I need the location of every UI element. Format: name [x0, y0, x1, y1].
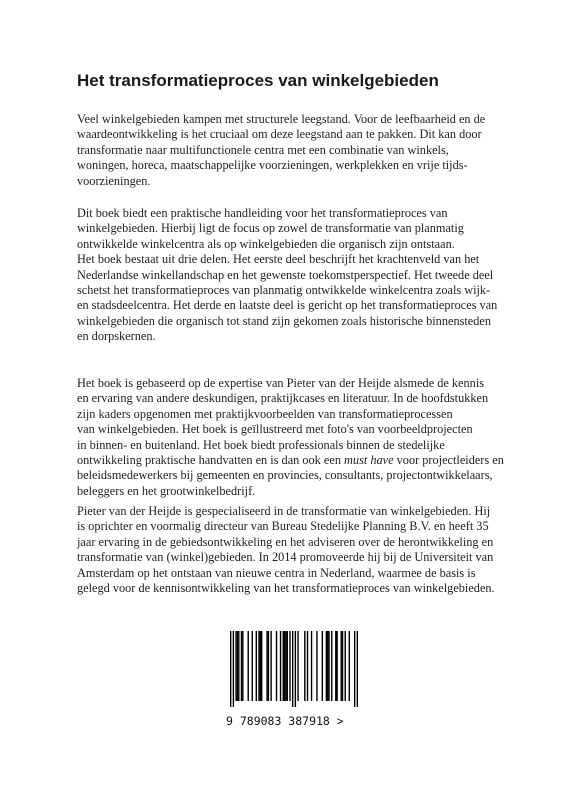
- isbn-number: 9 789083 387918 >: [226, 714, 344, 728]
- barcode-bar: [307, 631, 308, 701]
- barcode-bar: [331, 631, 332, 701]
- barcode-bar: [304, 631, 305, 701]
- barcode-bar: [283, 631, 284, 701]
- barcode-bar: [248, 631, 249, 701]
- barcode-bar: [297, 631, 298, 701]
- barcode-bar: [354, 631, 355, 707]
- barcode-bar: [270, 631, 271, 701]
- barcode-bar: [258, 631, 259, 701]
- barcode-bar: [256, 631, 257, 701]
- text-line: en stadsdeelcentra. Het derde en laatste deel is gericht op het transformatieproces van: [77, 298, 498, 313]
- text-line: van winkelgebieden. Het boek is geïllustreerd met foto's van voorbeeldprojecten: [77, 422, 473, 437]
- text-line: is oprichter en voormalig directeur van Bureau Stedelijke Planning B.V. en heeft 35: [77, 519, 489, 534]
- text-line: transformatie naar multifunctionele centra met een combinatie van winkels,: [77, 142, 449, 157]
- barcode-bar: [345, 631, 346, 701]
- barcode-bar: [311, 631, 312, 701]
- barcode-bar: [276, 631, 277, 701]
- barcode-bar: [285, 631, 286, 701]
- text-line: Veel winkelgebieden kampen met structurele leegstand. Voor de leefbaarheid en de: [77, 112, 486, 126]
- barcode-bar: [235, 631, 236, 701]
- barcode-bar: [284, 631, 285, 701]
- text-line: Pieter van der Heijde is gespecialiseerd in de transformatie van winkelgebieden. Hij: [77, 504, 491, 518]
- text-line: Het boek is gebaseerd op de expertise van Pieter van der Heijde alsmede de kennis: [77, 376, 485, 390]
- barcode-bar: [260, 631, 261, 701]
- barcode-bar: [295, 631, 296, 707]
- paragraph-expertise: [77, 376, 517, 499]
- text-line: in binnen- en buitenland. Het boek biedt professionals binnen de stedelijke: [77, 437, 445, 452]
- barcode-bar: [237, 631, 238, 701]
- text-line: Amsterdam op het ontstaan van nieuwe centra in Nederland, waarmee de basis is: [77, 565, 476, 580]
- text-line: winkelgebieden die organisch tot stand zijn gekomen zoals historische binnensteden: [77, 313, 492, 328]
- text-line: zijn kaders opgenomen met praktijkvoorbeelden van transformatieprocessen: [77, 406, 453, 421]
- text-line: winkelgebieden. Hierbij ligt de focus op zowel de transformatie van planmatig: [77, 221, 464, 236]
- text-line: Het boek bestaat uit drie delen. Het eerste deel beschrijft het krachtenveld van het: [77, 252, 480, 267]
- barcode-bar: [268, 631, 269, 701]
- barcode-bar: [335, 631, 336, 701]
- page-title: Het transformatieproces van winkelgebieden: [77, 71, 439, 90]
- paragraph-book-structure: [77, 206, 517, 345]
- text-line: voorzieningen.: [77, 173, 151, 188]
- barcode-bar: [287, 631, 288, 701]
- paragraph-author-bio: [77, 504, 517, 596]
- text-line: ontwikkeling praktische handvatten en is dan ook een must have voor projectleiders en: [77, 453, 504, 468]
- text-line: en dorpskernen.: [77, 329, 156, 344]
- text-line: en ervaring van andere deskundigen, praktijkcases en literatuur. In de hoofdstukken: [77, 391, 489, 406]
- barcode-bar: [349, 631, 350, 701]
- text-line: transformatie van (winkel)gebieden. In 2014 promoveerde hij bij de Universiteit van: [77, 550, 494, 565]
- text-line: waardeontwikkeling is het cruciaal om deze leegstand aan te pakken. Dit kan door: [77, 127, 482, 142]
- barcode-bar: [280, 631, 281, 701]
- text-line: jaar ervaring in de gebiedsontwikkeling en het adviseren over de herontwikkeling en: [77, 534, 494, 549]
- barcode-bar: [242, 631, 243, 701]
- barcode-bar: [328, 631, 329, 701]
- text-line: ontwikkelde winkelcentra als op winkelgebieden die organisch zijn ontstaan.: [77, 236, 455, 251]
- barcode-bar: [340, 631, 341, 701]
- barcode-bar: [230, 631, 231, 707]
- text-line: woningen, horeca, maatschappelijke voorzieningen, werkplekken en vrije tijds-: [77, 158, 468, 173]
- text-line: schetst het transformatieproces van planmatig ontwikkelde winkelcentra zoals wijk-: [77, 283, 491, 298]
- barcode-bar: [342, 631, 343, 701]
- barcode-bar: [327, 631, 328, 701]
- text-line: beleggers en het grootwinkelbedrijf.: [77, 483, 256, 498]
- barcode-bar: [326, 631, 327, 701]
- barcode-bar: [241, 631, 242, 701]
- barcode-bar: [289, 631, 290, 701]
- text-line: Nederlandse winkellandschap en het gewenste toekomstperspectief. Het tweede deel: [77, 267, 494, 282]
- barcode-bar: [316, 631, 317, 701]
- barcode-bar: [252, 631, 253, 701]
- barcode-bar: [292, 631, 293, 707]
- paragraph-intro: [77, 112, 517, 189]
- text-line: gelegd voor de kennisontwikkeling van het transformatieproces van winkelgebieden.: [77, 581, 495, 596]
- text-line: beleidsmedewerkers bij gemeenten en provincies, consultants, projectontwikkelaars,: [77, 468, 493, 483]
- barcode-bar: [322, 631, 323, 701]
- barcode-bar: [233, 631, 234, 707]
- barcode-bar: [336, 631, 337, 701]
- barcode-bar: [266, 631, 267, 701]
- isbn-barcode: [230, 631, 358, 707]
- barcode-bar: [357, 631, 358, 707]
- text-line: Dit boek biedt een praktische handleiding voor het transformatieproces van: [77, 206, 448, 220]
- barcode-bar: [261, 631, 262, 701]
- barcode-bar: [238, 631, 239, 701]
